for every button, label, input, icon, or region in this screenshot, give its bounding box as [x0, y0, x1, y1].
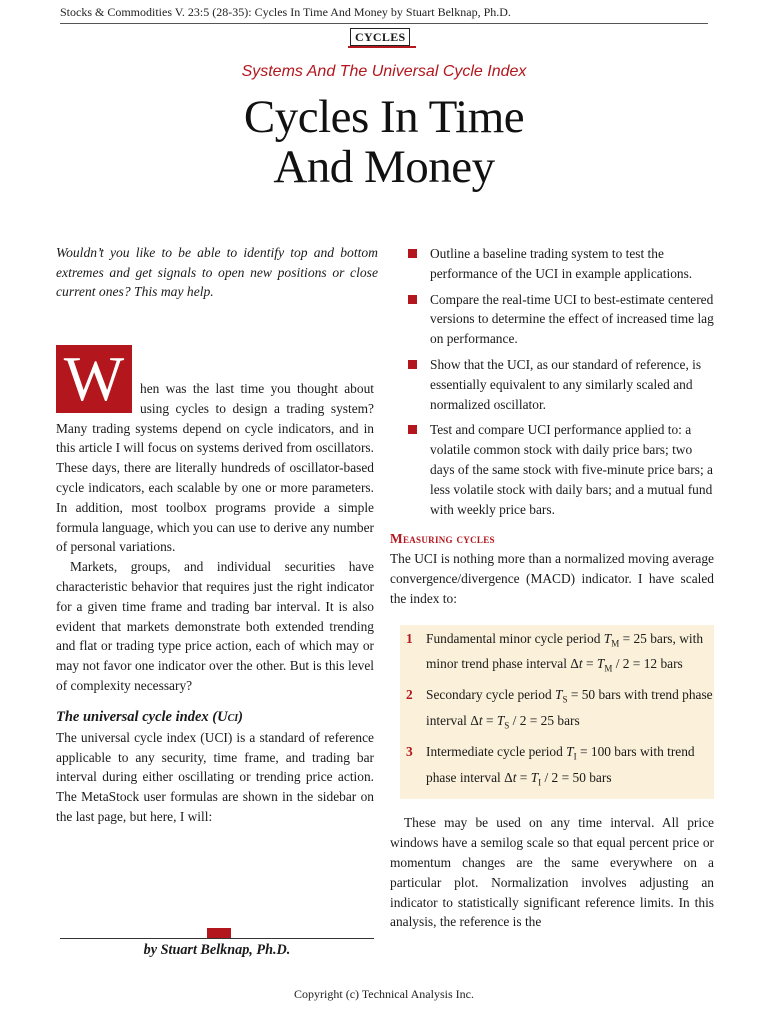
- copyright-footer: Copyright (c) Technical Analysis Inc.: [294, 987, 474, 1001]
- byline: by Stuart Belknap, Ph.D.: [143, 942, 291, 958]
- numbered-list: [400, 625, 714, 800]
- bullet-item: Show that the UCI, as our standard of reference, is essentially equivalent to any similarly scaled and normalized oscillator.: [390, 355, 714, 414]
- title-line-2: And Money: [273, 141, 495, 193]
- paragraph-3: The universal cycle index (UCI) is a standard of reference applicable to any security, time frame, and trading bar interval during either oscillating or trending price action. The MetaStock user formulas are shown in the sidebar on the last page, but here, I will:: [56, 729, 374, 824]
- list-item: 1 Fundamental minor cycle period $T_M = 25$ bars, with minor trend phase interval $\Delta t = T_M / 2 = 12$ bars: [406, 630, 704, 674]
- bullet-item: Compare the real-time UCI to best-estimate centered versions to determine the effect of increased time lag on performance.: [390, 290, 714, 349]
- measuring-intro: The UCI is nothing more than a normalized moving average convergence/divergence (MACD) indicator. I have scaled the index to:: [390, 551, 714, 606]
- bullet-square-icon: [408, 360, 417, 369]
- article-deck: Wouldn’t you like to be able to identify top and bottom extremes and get signals to open new positions or close current ones? This may help.: [56, 245, 378, 299]
- bullet-square-icon: [408, 425, 417, 434]
- list-item: 3 Intermediate cycle period $T_I = 100$ bars with trend phase interval $\Delta t = T_I / 2 = 50$ bars: [406, 744, 695, 788]
- list-item: 2 Secondary cycle period $T_S = 50$ bars with trend phase interval $\Delta t = T_S / 2 = 25$ bars: [406, 687, 713, 731]
- opening-text: hen was the last time you thought about using cycles to design a trading system? Many trading systems depend on cycle indicators, and in this article I will focus on systems derived from oscillators. These days, there are literally hundreds of oscillator-based cycle indicators, each scalable by one or more parameters. In addition, most toolbox programs provide a simple formula language, which you can use to derive any number of personal variations.: [56, 381, 374, 555]
- bullet-square-icon: [408, 249, 417, 258]
- byline-rule: [60, 938, 374, 939]
- drop-cap: W: [56, 345, 132, 413]
- section-underline: [348, 46, 416, 48]
- title-line-1: Cycles In Time: [243, 91, 525, 143]
- article-kicker: Systems And The Universal Cycle Index: [241, 63, 527, 80]
- measuring-paragraph: These may be used on any time interval. All price windows have a semilog scale so that equal percent price or momentum changes are the same everywhere on a particular plot. Normalization involves adjusting an indicator to statistically significant reference limits. In this analysis, the reference is the: [390, 815, 714, 930]
- paragraph-2: Markets, groups, and individual securities have characteristic behavior that requires just the right indicator for a given time frame and trading bar interval. It is also evident that markets demonstrate both extended trending and flat or trading type price action, each of which may or may not favor one indicator over the other. But is this level of complexity necessary?: [56, 559, 374, 693]
- measuring-heading: Measuring cycles: [390, 531, 495, 547]
- subhead-uci: The universal cycle index (Uci): [56, 708, 243, 725]
- list-number: 1: [406, 630, 413, 646]
- right-column: [390, 244, 714, 946]
- bullet-item: Test and compare UCI performance applied to: a volatile common stock with daily price bars; two days of the same stock with five-minute price bars; a less volatile stock with daily bars; and a mutual fund with weekly price bars.: [390, 420, 714, 519]
- bullet-item: Outline a baseline trading system to test the performance of the UCI in example applications.: [390, 244, 714, 284]
- list-number: 3: [406, 744, 413, 760]
- bullet-square-icon: [408, 295, 417, 304]
- opening-paragraph: [56, 342, 374, 557]
- list-number: 2: [406, 687, 413, 703]
- byline-accent: [207, 928, 231, 938]
- running-head: Stocks & Commodities V. 23:5 (28-35): Cycles In Time And Money by Stuart Belknap, Ph.D.: [60, 5, 708, 24]
- left-column: [56, 342, 374, 827]
- section-label: CYCLES: [350, 28, 410, 46]
- article-title: [0, 92, 768, 192]
